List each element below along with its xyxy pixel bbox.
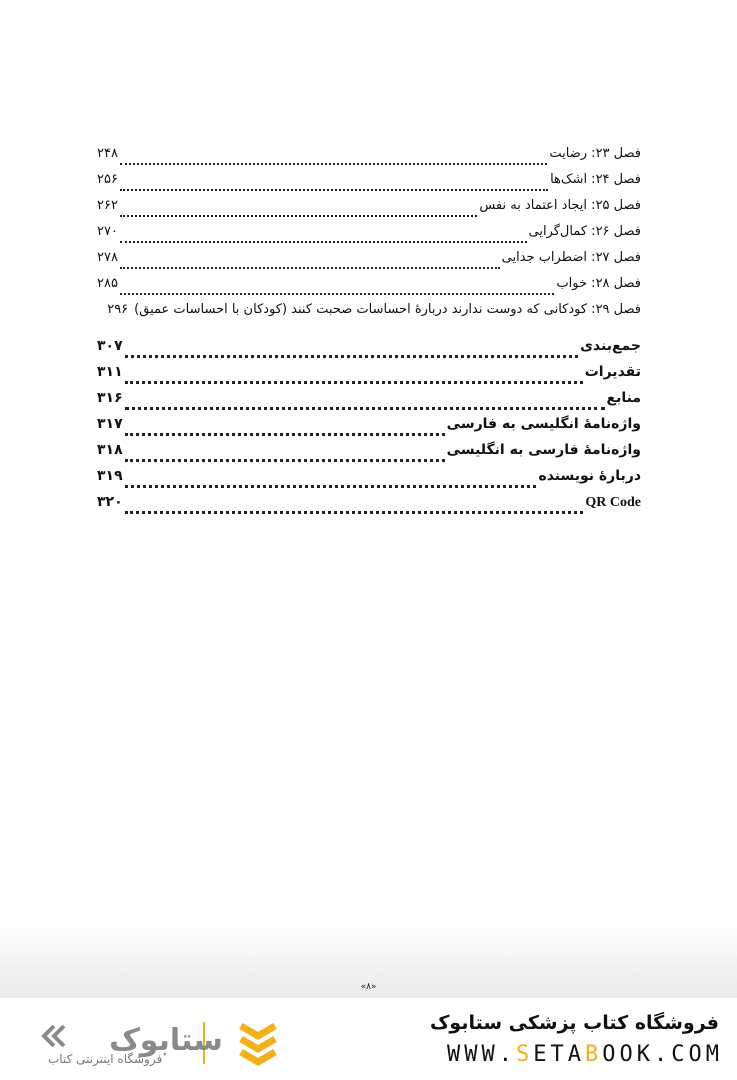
toc-entry-acknowledgments[interactable] [97,364,641,390]
toc-entry-page: ۲۷۸ [97,250,118,265]
dot-leader [120,293,554,295]
toc-entry-page: ۳۱۹ [97,468,123,484]
toc-entry-title: جمع‌بندی [580,338,641,354]
table-of-contents [97,146,641,520]
url-part: WWW. [447,1042,517,1067]
dot-leader [120,215,477,217]
toc-entry-page: ۳۰۷ [97,338,123,354]
toc-entry-chapter-29[interactable] [97,302,641,328]
toc-entry-title: فصل ۲۹: کودکانی که دوست ندارند دربارهٔ احساسات صحبت کنند (کودکان با احساسات عمیق) [134,302,641,317]
toc-entry-page: ۳۲۰ [97,494,123,510]
toc-entry-chapter-23[interactable] [97,146,641,172]
dot-leader [125,355,578,358]
page-number: «۸» [360,982,377,992]
toc-entry-title: واژه‌نامهٔ انگلیسی به فارسی [446,416,641,432]
toc-entry-title: فصل ۲۶: کمال‌گرایی [528,224,641,239]
toc-entry-page: ۳۱۸ [97,442,123,458]
url-part-accent: B [585,1042,603,1067]
toc-entry-title: فصل ۲۵: ایجاد اعتماد به نفس [479,198,641,213]
toc-entry-title: منابع [606,390,641,406]
store-footer-banner [0,998,737,1080]
toc-entry-chapter-27[interactable] [97,250,641,276]
store-url[interactable] [447,1042,723,1067]
logo-subtitle: فروشگاه اینترنتی کتاب [48,1052,163,1066]
toc-entry-title: فصل ۲۴: اشک‌ها [550,172,641,187]
toc-entry-references[interactable] [97,390,641,416]
toc-entry-page: ۳۱۶ [97,390,123,406]
dot-leader [120,189,548,191]
url-part: OOK.COM [602,1042,723,1067]
dot-leader [120,163,547,165]
toc-entry-conclusion[interactable] [97,338,641,364]
toc-entry-chapter-25[interactable] [97,198,641,224]
toc-entry-page: ۲۹۶ [107,302,129,317]
toc-entry-glossary-en-fa[interactable] [97,416,641,442]
url-part-accent: S [516,1042,534,1067]
toc-entry-glossary-fa-en[interactable] [97,442,641,468]
toc-entry-title: فصل ۲۷: اضطراب جدایی [501,250,641,265]
dot-leader [125,381,583,384]
toc-entry-chapter-28[interactable] [97,276,641,302]
toc-entry-title: تقدیرات [584,364,641,380]
toc-entry-page: ۲۵۶ [97,172,118,187]
toc-entry-chapter-26[interactable] [97,224,641,250]
toc-entry-about-author[interactable] [97,468,641,494]
dot-leader [120,241,527,243]
dot-leader [125,433,445,436]
logo-wordmark: ستابوک [109,1023,223,1058]
dot-leader [125,511,584,514]
toc-entry-title: واژه‌نامهٔ فارسی به انگلیسی [446,442,641,458]
toc-entry-page: ۲۸۵ [97,276,118,291]
toc-entry-page: ۲۶۲ [97,198,118,213]
store-name: فروشگاه کتاب پزشکی ستابوک [429,1012,719,1034]
dot-leader [125,459,445,462]
toc-entry-page: ۲۴۸ [97,146,118,161]
toc-entry-title: QR Code [585,495,641,510]
url-part: ETA [533,1042,586,1067]
toc-entry-qr-code[interactable] [97,494,641,520]
toc-entry-chapter-24[interactable] [97,172,641,198]
toc-entry-title: فصل ۲۳: رضایت [549,146,641,161]
dot-leader [125,407,605,410]
dot-leader [120,267,500,269]
dot-leader [125,485,537,488]
toc-entry-title: دربارهٔ نویسنده [538,468,641,484]
toc-entry-title: فصل ۲۸: خواب [556,276,641,291]
toc-entry-page: ۲۷۰ [97,224,118,239]
toc-entry-page: ۳۱۷ [97,416,123,432]
toc-entry-page: ۳۱۱ [97,364,123,380]
